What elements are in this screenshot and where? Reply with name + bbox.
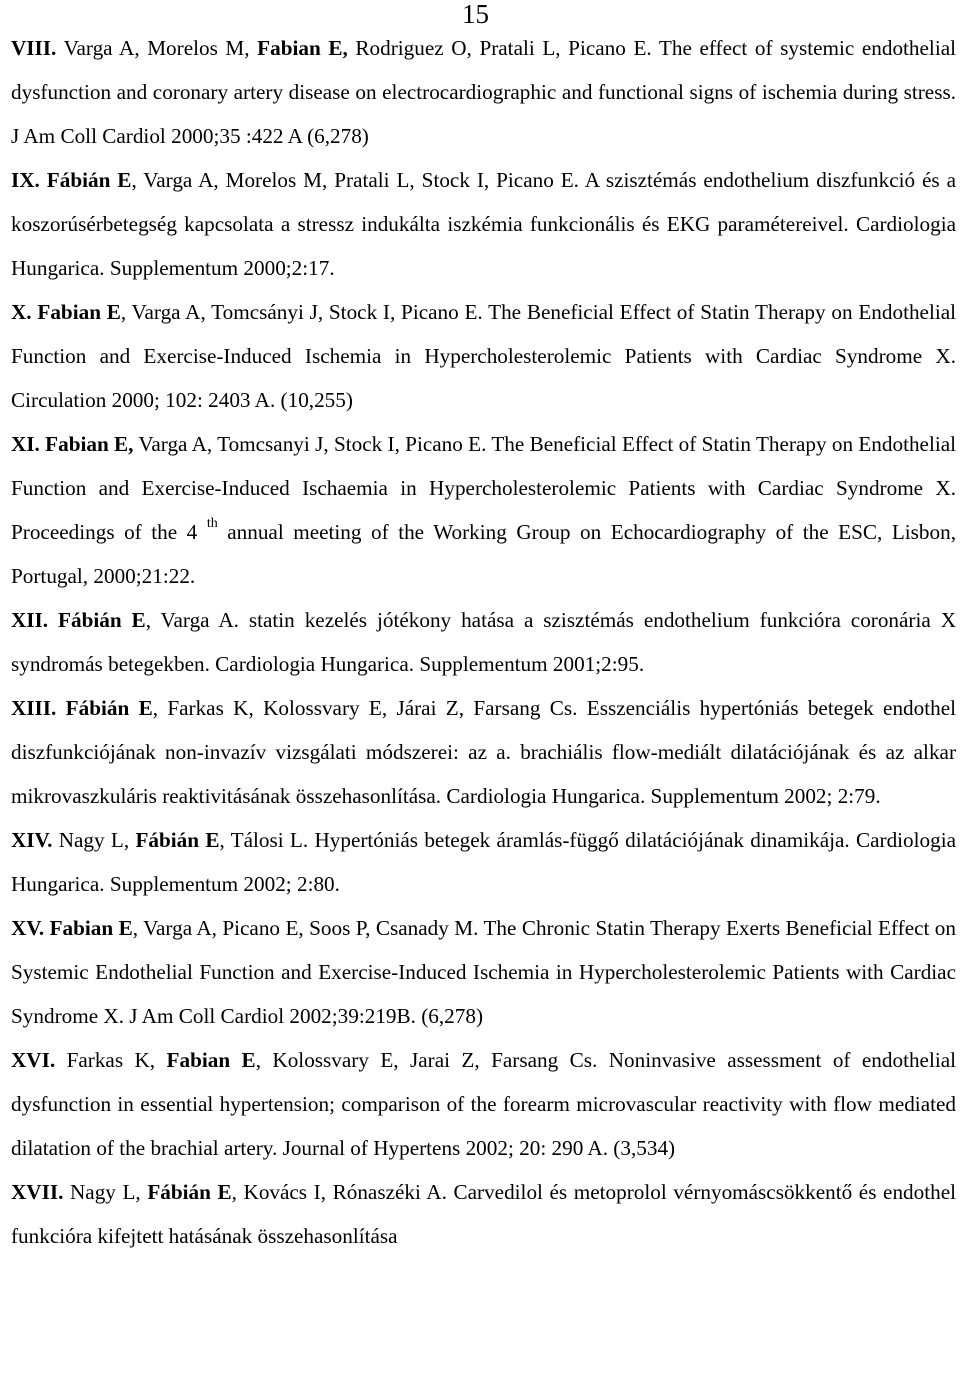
reference-highlighted-author: Fabian E [49, 916, 133, 940]
page-number: 15 [462, 0, 489, 29]
reference-text: annual meeting of the Working Group on Echocardiography of the ESC, Lisbon, Portugal, 2000;21:22. [11, 520, 957, 588]
reference-text: The Chronic Statin Therapy Exerts Beneficial Effect on Systemic Endothelial Function and Exercise-Induced Ischemia in Hypercholesterolemic Patients with Cardiac Syndrome X. J Am Coll Cardiol 2002;39:219B. (6,278) [11, 916, 956, 1028]
reference-number: XV. [11, 916, 45, 940]
reference-number: XI. [11, 432, 40, 456]
reference-item [11, 1038, 956, 1170]
reference-highlighted-author: Fábián E [147, 1180, 232, 1204]
reference-coauthors: , Kolossvary E, Jarai Z, Farsang Cs. [255, 1048, 598, 1072]
reference-item [11, 158, 956, 290]
reference-text: statin kezelés jótékony hatása a szisztémás endothelium funkcióra coronária X syndromás betegekben. Cardiologia Hungarica. Supplementum 2001;2:95. [11, 608, 957, 676]
reference-item [11, 290, 956, 422]
reference-highlighted-author: Fabian E [166, 1048, 256, 1072]
reference-text: Hypertóniás betegek áramlás-függő dilatációjának dinamikája. Cardiologia Hungarica. Supplementum 2002; 2:80. [11, 828, 957, 896]
reference-list [11, 26, 956, 1258]
reference-number: IX. [11, 168, 40, 192]
reference-item [11, 818, 956, 906]
reference-highlighted-author: Fábián E [46, 168, 132, 192]
reference-coauthors: , Varga A, Morelos M, Pratali L, Stock I, Picano E. [131, 168, 579, 192]
reference-coauthors: , Kovács I, Rónaszéki A. [231, 1180, 447, 1204]
reference-highlighted-author: Fabian E, [45, 432, 134, 456]
reference-item [11, 686, 956, 818]
reference-number: VIII. [11, 36, 57, 60]
reference-highlighted-author: Fabian E [37, 300, 121, 324]
reference-item [11, 422, 956, 598]
reference-text: Noninvasive assessment of endothelial dysfunction in essential hypertension; comparison of the forearm microvascular reactivity with flow mediated dilatation of the brachial artery. Journal of Hypertens 2002; 20: 290 A. (3,534) [11, 1048, 957, 1160]
reference-text: Carvedilol és metoprolol vérnyomáscsökkentő és endothel funkcióra kifejtett hatásának összehasonlítása [11, 1180, 956, 1248]
reference-text: The Beneficial Effect of Statin Therapy on Endothelial Function and Exercise-Induced Ischemia in Hypercholesterolemic Patients with Cardiac Syndrome X. Circulation 2000; 102: 2403 A. (10,255) [11, 300, 957, 412]
reference-number: XII. [11, 608, 49, 632]
reference-coauthors: , Tálosi L. [219, 828, 309, 852]
reference-coauthors: , Varga A, Picano E, Soos P, Csanady M. [132, 916, 479, 940]
reference-text: A szisztémás endothelium diszfunkció és a koszorúsérbetegség kapcsolata a stressz indukálta iszkémia funkcionális és EKG paramétereivel. Cardiologia Hungarica. Supplementum 2000;2:17. [11, 168, 957, 280]
reference-number: XVI. [11, 1048, 56, 1072]
reference-number: XVII. [11, 1180, 64, 1204]
reference-number: XIV. [11, 828, 53, 852]
reference-highlighted-author: Fabian E, [257, 36, 348, 60]
reference-coauthors: Rodriguez O, Pratali L, Picano E. [355, 36, 652, 60]
reference-item [11, 1170, 956, 1258]
reference-number: X. [11, 300, 32, 324]
reference-coauthors: , Varga A, Tomcsányi J, Stock I, Picano E. [120, 300, 483, 324]
reference-coauthors: Varga A, Tomcsanyi J, Stock I, Picano E. [138, 432, 487, 456]
reference-coauthors: Nagy L, [69, 1180, 141, 1204]
reference-coauthors: , Farkas K, Kolossvary E, Járai Z, Farsang Cs. [152, 696, 578, 720]
ordinal-suffix: th [206, 516, 218, 531]
reference-text: Esszenciális hypertóniás betegek endothel diszfunkciójának non-invazív vizsgálati módszerei: az a. brachiális flow-mediált dilatációjának és az alkar mikrovaszkuláris reaktivitásának összehasonlítása. Cardiologia Hungarica. Supplementum 2002; 2:79. [11, 696, 956, 808]
reference-highlighted-author: Fábián E [65, 696, 153, 720]
reference-item [11, 598, 956, 686]
reference-text: The effect of systemic endothelial dysfunction and coronary artery disease on electrocardiographic and functional signs of ischemia during stress. J Am Coll Cardiol 2000;35 :422 A (6,278) [11, 36, 956, 148]
reference-coauthors: Varga A, Morelos M, [63, 36, 250, 60]
reference-item [11, 906, 956, 1038]
reference-coauthors: Farkas K, [66, 1048, 156, 1072]
reference-highlighted-author: Fábián E [58, 608, 146, 632]
reference-number: XIII. [11, 696, 57, 720]
reference-text: The Beneficial Effect of Statin Therapy on Endothelial Function and Exercise-Induced Ischaemia in Hypercholesterolemic Patients with Cardiac Syndrome X. Proceedings of the 4 [11, 432, 957, 544]
reference-coauthors: , Varga A. [145, 608, 239, 632]
reference-item [11, 26, 956, 158]
reference-highlighted-author: Fábián E [135, 828, 220, 852]
reference-coauthors: Nagy L, [58, 828, 130, 852]
